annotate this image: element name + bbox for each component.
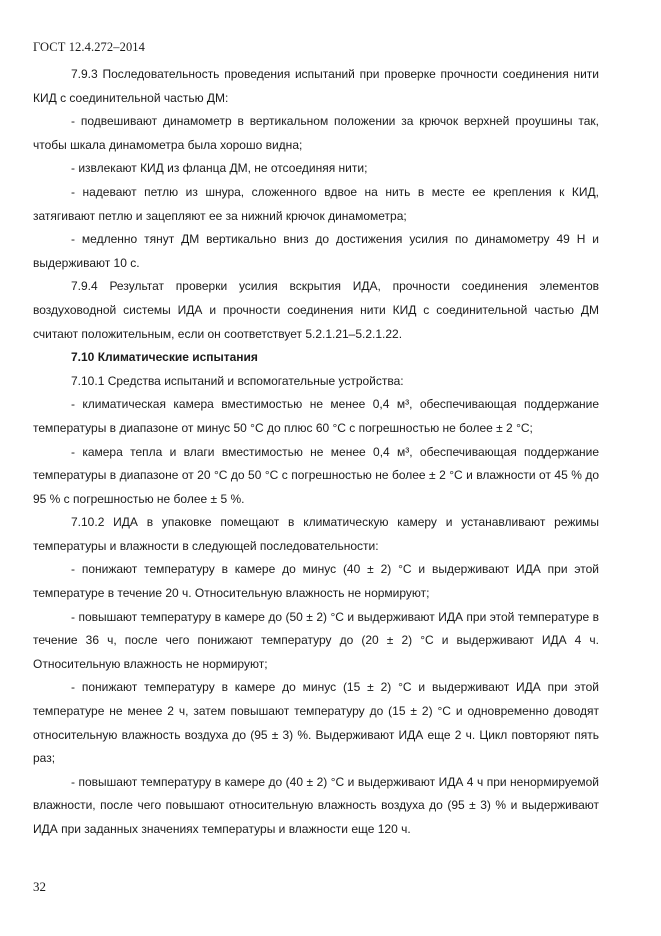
document-body xyxy=(33,63,599,842)
list-item-hang-dynamometer: - подвешивают динамометр в вертикальном положении за крючок верхней проушины так, чтобы шкала динамометра была хорошо видна; xyxy=(33,114,599,152)
list-item-extract-kid: - извлекают КИД из фланца ДМ, не отсоединяя нити; xyxy=(71,161,368,176)
page-number: 32 xyxy=(33,879,46,894)
paragraph-7-9-4: 7.9.4 Результат проверки усилия вскрытия ИДА, прочности соединения элементов воздуховодной системы ИДА и прочности соединения нити КИД с соединительной частью ДМ считают положительным, если он соответствует 5.2.1.21–5.2.1.22. xyxy=(33,279,599,341)
list-item-put-loop: - надевают петлю из шнура, сложенного вдвое на нить в месте ее крепления к КИД, затягивают петлю и зацепляют ее за нижний крючок динамометра; xyxy=(33,184,599,223)
list-item-raise-40: - повышают температуру в камере до (40 ± 2) °С и выдерживают ИДА 4 ч при ненормируемой влажности, после чего повышают относительную влажность воздуха до (95 ± 3) % и выдерживают ИДА при заданных значениях температуры и влажности еще 120 ч. xyxy=(33,774,599,836)
paragraph-7-10-1: 7.10.1 Средства испытаний и вспомогательные устройства: xyxy=(71,373,404,388)
list-item-lower-minus-15: - понижают температуру в камере до минус (15 ± 2) °С и выдерживают ИДА при этой температуре не менее 2 ч, затем повышают температуру до (15 ± 2) °С и одновременно доводят относительную влажность воздуха до (95 ± 3) %. Выдерживают ИДА еще 2 ч. Цикл повторяют пять раз; xyxy=(33,680,599,766)
paragraph-7-10-2: 7.10.2 ИДА в упаковке помещают в климатическую камеру и устанавливают режимы температуры и влажности в следующей последовательности: xyxy=(33,515,599,553)
paragraph-7-9-3: 7.9.3 Последовательность проведения испытаний при проверке прочности соединения нити КИД с соединительной частью ДМ: xyxy=(33,67,599,105)
list-item-raise-50: - повышают температуру в камере до (50 ± 2) °С и выдерживают ИДА при этой температуре в течение 36 ч, после чего понижают температуру до (20 ± 2) °С и выдерживают ИДА 4 ч. Относительную влажность не нормируют; xyxy=(33,609,599,671)
document-header: ГОСТ 12.4.272–2014 xyxy=(33,40,145,54)
section-heading-7-10: 7.10 Климатические испытания xyxy=(71,350,258,365)
list-item-lower-minus-40: - понижают температуру в камере до минус (40 ± 2) °С и выдерживают ИДА при этой температуре в течение 20 ч. Относительную влажность не нормируют; xyxy=(33,562,599,601)
list-item-heat-humidity-chamber: - камера тепла и влаги вместимостью не менее 0,4 м³, обеспечивающая поддержание температуры в диапазоне от 20 °С до 50 °С с погрешностью не более ± 2 °С и влажности от 45 % до 95 % с погрешностью не более ± 5 %. xyxy=(33,444,599,506)
list-item-climate-chamber: - климатическая камера вместимостью не менее 0,4 м³, обеспечивающая поддержание температуры в диапазоне от минус 50 °С до плюс 60 °С с погрешностью не более ± 2 °С; xyxy=(33,397,599,435)
list-item-pull-dm: - медленно тянут ДМ вертикально вниз до достижения усилия по динамометру 49 Н и выдерживают 10 с. xyxy=(33,232,599,270)
